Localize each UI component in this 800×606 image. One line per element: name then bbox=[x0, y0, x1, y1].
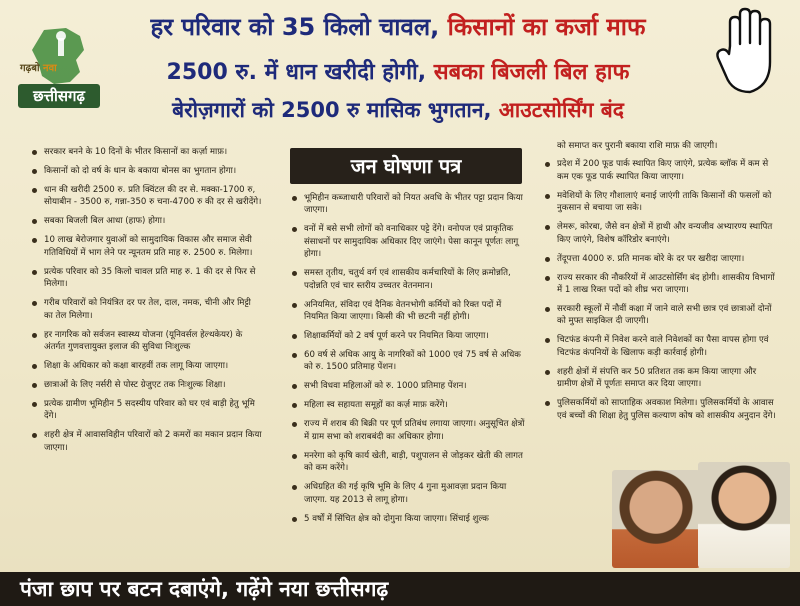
list-item: सरकार बनने के 10 दिनों के भीतर किसानों का कर्ज़ा माफ़। bbox=[30, 146, 262, 158]
list-item: शहरी क्षेत्र में आवासविहीन परिवारों को 2 कमरों का मकान प्रदान किया जाएगा। bbox=[30, 429, 262, 454]
list-item: मवेशियों के लिए गौशालाएं बनाई जाएंगी ताकि किसानों की फसलों को नुकसान से बचाया जा सके। bbox=[543, 190, 779, 215]
list-item: प्रत्येक ग्रामीण भूमिहीन 5 सदस्यीय परिवार को घर एवं बाड़ी हेतु भूमि देंगे। bbox=[30, 398, 262, 423]
list-item: चिटफंड कंपनी में निवेश करने वाले निवेशकों का पैसा वापस होगा एवं चिटफंड कंपनियों के खिलाफ कड़ी कार्रवाई होगी। bbox=[543, 334, 779, 359]
list-item: शिक्षाकर्मियों को 2 वर्ष पूर्ण करने पर नियमित किया जाएगा। bbox=[290, 330, 526, 342]
headline-3-part-a: बेरोज़गारों को 2500 रु मासिक भुगतान, bbox=[172, 98, 499, 122]
logo-state-name: छत्तीसगढ़ bbox=[18, 84, 100, 108]
middle-promise-list bbox=[290, 192, 526, 525]
list-item: सरकारी स्कूलों में नौवीं कक्षा में जाने वाले सभी छात्र एवं छात्राओं दोनों को मुफ्त साइकिल दी जाएगी। bbox=[543, 303, 779, 328]
list-item: शहरी क्षेत्रों में संपत्ति कर 50 प्रतिशत तक कम किया जाएगा और ग्रामीण क्षेत्रों में पूर्णतः समाप्त कर दिया जाएगा। bbox=[543, 366, 779, 391]
list-item: सबका बिजली बिल आधा (हाफ) होगा। bbox=[30, 215, 262, 227]
list-item: राज्य सरकार की नौकरियों में आउटसोर्सिंग बंद होगी। शासकीय विभागों में 1 लाख रिक्त पदों को शीघ्र भरा जाएगा। bbox=[543, 272, 779, 297]
list-item: शिक्षा के अधिकार को कक्षा बारहवीं तक लागू किया जाएगा। bbox=[30, 360, 262, 372]
list-item: भूमिहीन कब्जाधारी परिवारों को नियत अवधि के भीतर पट्टा प्रदान किया जाएगा। bbox=[290, 192, 526, 217]
list-item: अधिग्रहित की गई कृषि भूमि के लिए 4 गुना मुआवज़ा प्रदान किया जाएगा. यह 2013 से लागू होगा। bbox=[290, 481, 526, 506]
list-item: प्रत्येक परिवार को 35 किलो चावल प्रति माह रु. 1 की दर से फिर से मिलेगा। bbox=[30, 266, 262, 291]
continued-text: को समाप्त कर पुरानी बकाया राशि माफ़ की जाएगी। bbox=[557, 141, 718, 151]
list-item: महिला स्व सहायता समूहों का कर्ज़ माफ़ करेंगे। bbox=[290, 399, 526, 411]
headline-1 bbox=[128, 10, 668, 43]
right-promise-list bbox=[543, 158, 779, 422]
hand-symbol-icon bbox=[712, 6, 784, 98]
list-item: लेमरू, कोरबा, जैसे वन क्षेत्रों में हाथी और वन्यजीव अभ्यारण्य स्थापित किए जाएंगे, विशेष कॉरिडोर बनाएंगे। bbox=[543, 221, 779, 246]
list-item: मनरेगा को कृषि कार्य खेती, बाड़ी, पशुपालन से जोड़कर खेती की लागत को कम करेंगे। bbox=[290, 450, 526, 475]
left-promise-list bbox=[30, 146, 262, 454]
headline-2-part-a: 2500 रु. में धान खरीदी होगी, bbox=[166, 60, 434, 85]
left-column bbox=[30, 146, 262, 461]
headline-2-part-b: सबका बिजली बिल हाफ bbox=[433, 60, 630, 85]
list-item: छात्राओं के लिए नर्सरी से पोस्ट ग्रेजुएट तक निःशुल्क शिक्षा। bbox=[30, 379, 262, 391]
headline-1-part-b: किसानों का कर्जा माफ bbox=[447, 13, 646, 41]
list-item: गरीब परिवारों को नियंत्रित दर पर तेल, दाल, नमक, चीनी और मिट्टी का तेल मिलेगा। bbox=[30, 297, 262, 322]
middle-column bbox=[290, 192, 526, 532]
headline-1-part-a: हर परिवार को 35 किलो चावल, bbox=[150, 13, 448, 41]
headline-2 bbox=[128, 56, 668, 86]
footer-slogan: पंजा छाप पर बटन दबाएंगे, गढ़ेंगे नया छत्तीसगढ़ bbox=[20, 577, 389, 601]
leader-photo-1 bbox=[612, 470, 700, 568]
list-item: सभी विधवा महिलाओं को रु. 1000 प्रतिमाह पेंशन। bbox=[290, 380, 526, 392]
leader-photo-2 bbox=[698, 462, 790, 568]
logo-word-2: नवा bbox=[43, 63, 57, 74]
list-item: राज्य में शराब की बिक्री पर पूर्ण प्रतिबंध लगाया जाएगा। अनुसूचित क्षेत्रों में ग्राम सभा को शराबबंदी का अधिकार होगा। bbox=[290, 418, 526, 443]
headline-3-part-b: आउटसोर्सिंग बंद bbox=[498, 98, 624, 122]
headline-3 bbox=[128, 96, 668, 124]
list-item: किसानों को दो वर्ष के धान के बकाया बोनस का भुगतान होगा। bbox=[30, 165, 262, 177]
list-item: प्रदेश में 200 फूड पार्क स्थापित किए जाएंगे, प्रत्येक ब्लॉक में कम से कम एक फूड पार्क स्थापित किया जाएगा। bbox=[543, 158, 779, 183]
logo-word-1: गढ़बो bbox=[20, 63, 40, 74]
list-item: अनियमित, संविदा एवं दैनिक वेतनभोगी कर्मियों को रिक्त पदों में नियमित किया जाएगा। किसी की भी छटनी नहीं होगी। bbox=[290, 299, 526, 324]
list-item: हर नागरिक को सर्वजन स्वास्थ्य योजना (यूनिवर्सल हेल्थकेयर) के अंतर्गत गुणवत्तायुक्त इलाज की सुविधा निःशुल्क bbox=[30, 329, 262, 354]
right-column bbox=[543, 140, 779, 429]
list-item: 5 वर्षों में सिंचित क्षेत्र को दोगुना किया जाएगा। सिंचाई शुल्क bbox=[290, 513, 526, 525]
logo-slogan bbox=[20, 60, 57, 74]
list-item: तेंदूपत्ता 4000 रु. प्रति मानक बोरे के दर पर खरीदा जाएगा। bbox=[543, 253, 779, 265]
list-item: 10 लाख बेरोजगार युवाओं को सामुदायिक विकास और समाज सेवी गतिविधियों में भाग लेने पर न्यूनतम प्रति माह रु. 2500 रु. मिलेगा। bbox=[30, 234, 262, 259]
manifesto-banner: जन घोषणा पत्र bbox=[290, 148, 522, 184]
list-item: वनों में बसे सभी लोगों को वनाधिकार पट्टे देंगे। वनोपज एवं प्राकृतिक संसाधनों पर सामुदायिक अधिकार दिए जाएंगे। पेसा कानून पूर्णतः लागू होगा। bbox=[290, 223, 526, 260]
list-item: 60 वर्ष से अधिक आयु के नागरिकों को 1000 एवं 75 वर्ष से अधिक को रु. 1500 प्रतिमाह पेंशन। bbox=[290, 349, 526, 374]
footer-band bbox=[0, 572, 800, 606]
list-item: समस्त तृतीय, चतुर्थ वर्ग एवं शासकीय कर्मचारियों के लिए क्रमोन्नति, पदोन्नति एवं चार स्तरीय उच्चतर वेतनमान। bbox=[290, 267, 526, 292]
list-item: पुलिसकर्मियों को साप्ताहिक अवकाश मिलेगा। पुलिसकर्मियों के आवास एवं बच्चों की शिक्षा हेतु पुलिस कल्याण कोष को शासकीय अनुदान देंगे। bbox=[543, 397, 779, 422]
list-item: धान की खरीदी 2500 रु. प्रति क्विंटल की दर से. मक्का-1700 रु, सोयाबीन - 3500 रु, गन्ना-350 रु चना-4700 रु की दर से खरीदेंगे। bbox=[30, 184, 262, 209]
